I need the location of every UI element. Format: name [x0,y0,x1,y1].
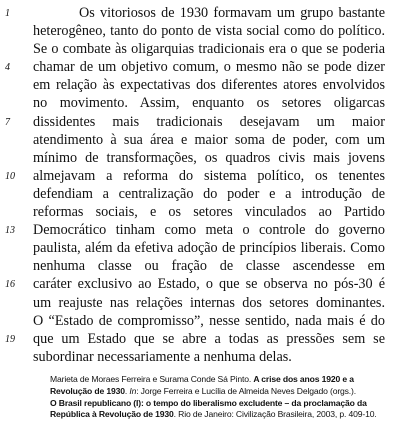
reference-line-1 [50,374,388,386]
text-line [5,330,385,348]
reference-book-title-cont: República à Revolução de 1930 [50,409,174,420]
source-reference [50,374,388,421]
line-text: defendiam a centralização do poder e a introdução de [33,185,385,202]
passage-text [5,4,385,366]
reference-authors: Marieta de Moraes Ferreira e Surama Conde Sá Pinto. [50,374,254,384]
line-text: atendimento à sua área e maior soma de poder, com um [33,131,385,148]
line-text: nenhuma classe ou fração de classe ascendesse em [33,258,385,275]
line-number: 1 [5,8,10,19]
line-text: no movimento. Assim, enquanto os setores oligarcas [33,95,385,112]
text-line [5,113,385,131]
text-line [5,221,385,239]
line-number: 10 [5,170,15,182]
line-text: chamar de um objetivo comum, o mesmo não se pode dizer [33,59,385,76]
text-line [5,4,385,22]
reference-publisher: . Rio de Janeiro: Civilização Brasileira, 2003, p. 409-10. [173,409,377,420]
text-line [33,131,385,149]
reference-separator: . [124,385,130,396]
reference-editors: : Jorge Ferreira e Lucília de Almeida Neves Delgado (orgs.). [136,385,356,396]
line-number: 16 [5,279,15,291]
line-text: um reajuste nas relações internas dos setores dominantes. [33,294,385,311]
text-line [5,58,385,76]
line-number: 19 [5,333,15,345]
line-text: que um Estado que se abre a todas as pressões sem se [33,330,385,347]
text-line [33,203,385,221]
text-line [33,185,385,203]
text-line [33,76,385,94]
text-line [33,149,385,167]
text-line [33,312,385,330]
line-text: mínimo de transformações, os quadros civis mais jovens [33,149,385,166]
text-line [33,257,385,275]
line-text: caráter exclusivo ao Estado, o que se observa no pós-30 é [33,276,385,293]
line-text: paulista, além da efetiva adoção de princípios liberais. Como [33,240,385,257]
line-number: 13 [5,225,15,237]
text-line [5,275,385,293]
line-text: heterogêneo, tanto do ponto de vista social como do político. [33,23,385,40]
reference-line-3 [50,398,388,410]
reference-chapter-title-cont: Revolução de 1930 [50,385,125,396]
line-text: reformas sociais, e os setores vinculados ao Partido [33,204,385,221]
line-text: subordinar necessariamente a nenhuma delas. [33,348,292,365]
line-text: em relação às expectativas dos diferentes atores envolvidos [33,77,385,94]
text-line [33,294,385,312]
text-line [5,167,385,185]
text-line [33,239,385,257]
line-text: O “Estado de compromisso”, nesse sentido, nada mais é do [33,312,385,329]
text-line [33,348,385,366]
text-line [33,94,385,112]
line-text: Se o combate às oligarquias tradicionais era o que se poderia [33,41,385,58]
reference-line-2 [50,386,388,398]
line-text: almejavam a reforma do sistema político, os tenentes [33,167,385,184]
text-line [33,40,385,58]
reference-chapter-title: A crise dos anos 1920 e a [253,374,354,384]
line-text: dissidentes mais tradicionais desejavam um maior [33,113,385,130]
text-line [33,22,385,40]
line-number: 4 [5,62,10,74]
line-number: 7 [5,116,10,128]
reference-book-title: O Brasil republicano (I): o tempo do liberalismo excludente – da proclamação da [50,397,367,408]
reference-in: In [129,385,137,396]
line-text: Democrático tinham como meta o controle do governo [33,222,385,239]
reference-line-4 [50,409,388,421]
line-text: Os vitoriosos de 1930 formavam um grupo bastante [79,5,385,21]
